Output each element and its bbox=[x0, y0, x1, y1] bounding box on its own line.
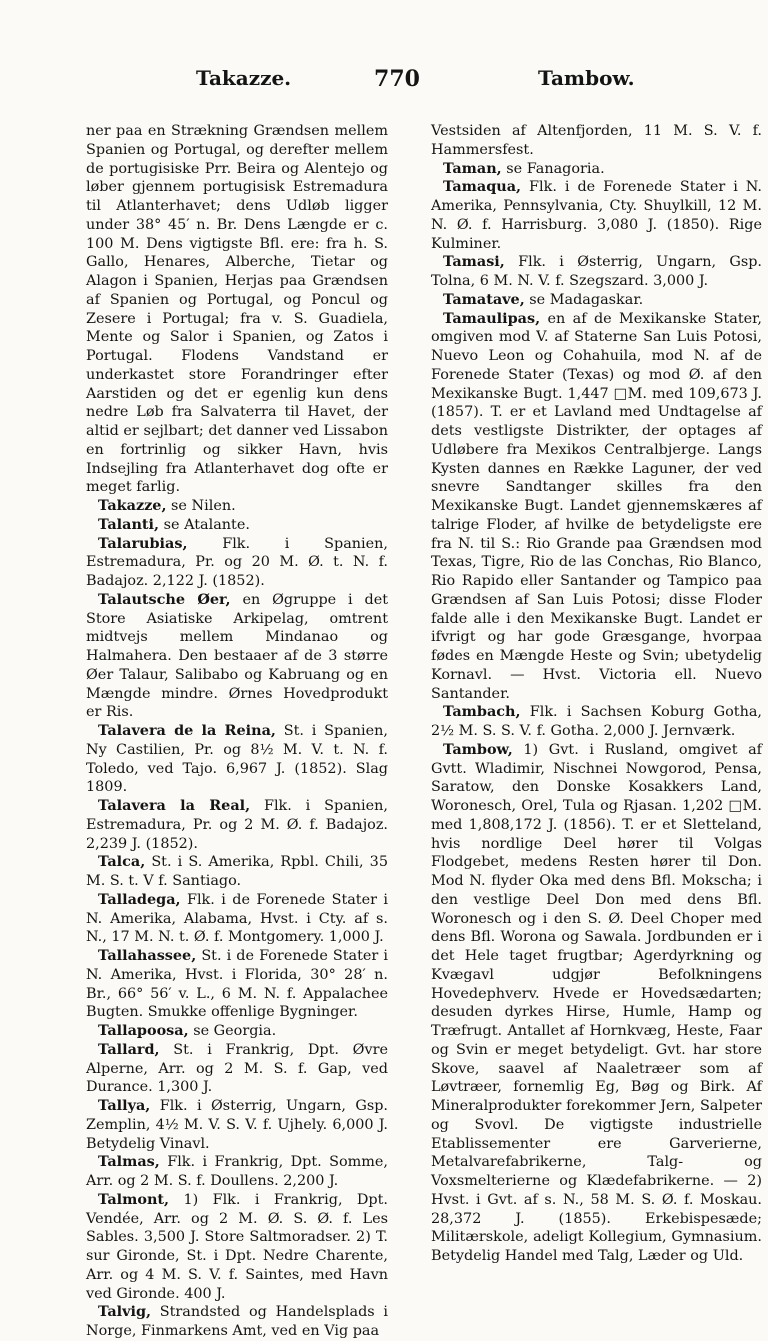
entry-headword: Tallard, bbox=[98, 1040, 160, 1058]
header-left-catchword: Takazze. bbox=[196, 66, 292, 90]
entry-text: se Fanagoria. bbox=[506, 160, 605, 177]
dictionary-entry bbox=[431, 741, 762, 1266]
dictionary-entry bbox=[86, 722, 388, 797]
dictionary-entry bbox=[86, 1041, 388, 1097]
entry-headword: Talvig, bbox=[98, 1303, 152, 1321]
dictionary-entry bbox=[431, 310, 762, 704]
entry-text: Flk. i Spanien, Estremadura, Pr. og 20 M. Ø. t. N. f. Badajoz. 2,122 J. (1852). bbox=[86, 535, 389, 589]
entry-text: Strandsted og Handelsplads i Norge, Finmarkens Amt, ved en Vig paa bbox=[86, 1304, 388, 1339]
entry-headword: Talmont, bbox=[98, 1190, 170, 1208]
entry-text: Flk. i de Forenede Stater i N. Amerika, Alabama, Hvst. i Cty. af s. N., 17 M. N. t. Ø. f. Montgomery. 1,000 J. bbox=[86, 891, 389, 946]
entry-headword: Tamaulipas, bbox=[443, 309, 541, 327]
dictionary-entry bbox=[431, 703, 762, 741]
entry-text: Vestsiden af Altenfjorden, 11 M. S. V. f. Hammersfest. bbox=[431, 123, 762, 158]
entry-headword: Tambach, bbox=[443, 703, 521, 721]
dictionary-entry bbox=[86, 1022, 388, 1041]
dictionary-entry bbox=[431, 178, 762, 253]
entry-text: 1) Flk. i Frankrig, Dpt. Vendée, Arr. og 2 M. Ø. S. Ø. f. Les Sables. 3,500 J. Store Saltmoradser. 2) T. sur Gironde, St. i Dpt. Nedre Charente, Arr. og 4 M. S. V. f. Saintes, med Havn ved Gironde. 400 J. bbox=[86, 1191, 388, 1302]
dictionary-entry bbox=[86, 497, 388, 516]
dictionary-entry bbox=[86, 591, 388, 722]
entry-headword: Tallapoosa, bbox=[98, 1022, 189, 1039]
entry-headword: Taman, bbox=[443, 159, 502, 177]
entry-text: en af de Mexikanske Stater, omgiven mod V. af Staterne San Luis Potosi, Nuevo Leon og Cohahuila, mod N. af de Forenede Stater (Texas) og mod Ø. af den Mexikanske Bugt. 1,447 □M. med 109,673 J. (1857). T. er et Lavland med Undtagelse af dets vestligste Distrikter, der optages af Udløbere fra Mexikos Centralbjerge. Langs Kysten dannes en Række Laguner, der ved snevre Sandtanger skilles fra den Mexikanske Bugt. Landet gjennemskæres af talrige Floder, af hvilke de betydeligste ere fra N. til S.: Rio Grande paa Grændsen mod Texas, Tigre, Rio de las Conchas, Rio Blanco, Rio Rapido eller Santander og Tampico paa Grændsen af San Luis Potosi; disse Floder falde alle i den Mexikanske Bugt. Landet er ifvrigt og har gode Græsgange, hvorpaa fødes en Mængde Heste og Svin; ubetydelig Kornavl. — Hvst. Victoria ell. Nuevo Santander. bbox=[431, 310, 762, 702]
entry-text: Flk. i de Forenede Stater i N. Amerika, Pennsylvania, Cty. Shuylkill, 12 M. N. Ø. f. Harrisburg. 3,080 J. (1850). Rige Kulminer. bbox=[431, 179, 762, 252]
left-column bbox=[86, 122, 389, 1339]
entry-text: St. i S. Amerika, Rpbl. Chili, 35 M. S. t. V f. Santiago. bbox=[86, 854, 388, 889]
entry-headword: Talanti, bbox=[98, 515, 160, 533]
dictionary-entry bbox=[86, 1153, 388, 1191]
header-right-catchword: Tambow. bbox=[538, 66, 635, 90]
dictionary-entry bbox=[86, 853, 388, 891]
entry-text: en Øgruppe i det Store Asiatiske Arkipelag, omtrent midtvejs mellem Mindanao og Halmahera. Den bestaaer af de 3 større Øer Talaur, Salibabo og Kabruang og en Mængde mindre. Ørnes Hovedprodukt er Ris. bbox=[86, 591, 388, 721]
entry-headword: Talladega, bbox=[98, 890, 181, 908]
page-number: 770 bbox=[374, 66, 420, 92]
page-header bbox=[0, 66, 768, 102]
entry-text: Flk. i Østerrig, Ungarn, Gsp. Zemplin, 4½ M. V. S. V. f. Ujhely. 6,000 J. Betydelig Vinavl. bbox=[86, 1098, 388, 1152]
entry-text: St. i Spanien, Ny Castilien, Pr. og 8½ M. V. t. N. f. Toledo, ved Tajo. 6,967 J. (1852). Slag 1809. bbox=[86, 723, 388, 796]
entry-headword: Tallya, bbox=[98, 1097, 151, 1114]
dictionary-entry bbox=[431, 160, 762, 179]
dictionary-entry bbox=[86, 947, 388, 1022]
dictionary-entry bbox=[86, 1303, 388, 1341]
dictionary-entry bbox=[86, 535, 388, 591]
entry-text: St. i Frankrig, Dpt. Øvre Alperne, Arr. og 2 M. S. f. Gap, ved Durance. 1,300 J. bbox=[86, 1041, 389, 1096]
entry-text: Flk. i Spanien, Estremadura, Pr. og 2 M. Ø. f. Badajoz. 2,239 J. (1852). bbox=[86, 798, 389, 852]
entry-headword: Talca, bbox=[98, 853, 146, 871]
entry-headword: Talavera la Real, bbox=[98, 797, 251, 814]
entry-headword: Tamatave, bbox=[443, 290, 525, 308]
entry-text: St. i de Forenede Stater i N. Amerika, Hvst. i Florida, 30° 28′ n. Br., 66° 56′ v. L., 6 M. N. f. Appalachee Bugten. Smukke offenlige Bygninger. bbox=[86, 948, 388, 1021]
dictionary-entry bbox=[431, 122, 762, 160]
entry-headword: Talautsche Øer, bbox=[98, 590, 231, 608]
entry-headword: Tamasi, bbox=[443, 253, 505, 271]
entry-text: Flk. i Frankrig, Dpt. Somme, Arr. og 2 M. S. f. Doullens. 2,200 J. bbox=[86, 1154, 388, 1189]
dictionary-entry bbox=[86, 891, 388, 947]
dictionary-entry bbox=[86, 1097, 388, 1153]
dictionary-entry bbox=[431, 291, 762, 310]
dictionary-entry bbox=[431, 253, 762, 291]
entry-headword: Takazze, bbox=[98, 497, 167, 514]
entry-text: Flk. i Sachsen Koburg Gotha, 2½ M. S. S. V. f. Gotha. 2,000 J. Jernværk. bbox=[431, 704, 762, 739]
entry-text: se Nilen. bbox=[171, 498, 236, 514]
entry-text: Flk. i Østerrig, Ungarn, Gsp. Tolna, 6 M. N. V. f. Szegszard. 3,000 J. bbox=[431, 254, 762, 289]
entry-text: se Atalante. bbox=[163, 516, 250, 533]
entry-text: se Georgia. bbox=[193, 1023, 277, 1039]
entry-headword: Talmas, bbox=[98, 1153, 160, 1171]
dictionary-entry bbox=[86, 516, 388, 535]
dictionary-entry bbox=[86, 1191, 388, 1304]
entry-headword: Talavera de la Reina, bbox=[98, 722, 276, 739]
entry-text: 1) Gvt. i Rusland, omgivet af Gvtt. Wladimir, Nischnei Nowgorod, Pensa, Saratow, den Donske Kosakkers Land, Woronesch, Orel, Tula og Rjasan. 1,202 □M. med 1,808,172 J. (1856). T. er et Sletteland, hvis nordlige Deel hører til Volgas Flodgebet, medens Resten hører til Don. Mod N. flyder Oka med dens Bfl. Mokscha; i den vestlige Deel Don med dens Bfl. Woronesch og i den S. Ø. Deel Choper med dens Bfl. Worona og Sawala. Jordbunden er i det Hele taget frugtbar; Agerdyrkning og Kvægavl udgjør Befolkningens Hovedерhverv. Hvede er Hovedsædarten; desuden dyrkes Hirse, Humle, Hamp og Træfrugt. Antallet af Hornkvæg, Heste, Faar og Svin er meget betydeligt. Gvt. har store Skove, saavel af Naaletræer som af Løvtræer, fornemlig Eg, Bøg og Birk. Af Mineralprodukter forekommer Jern, Salpeter og Svovl. De vigtigste industrielle Etablissementer ere Garverierne, Metalvarefabrikerne, Talg- og Voxsmelterierne og Klædefabrikerne. — 2) Hvst. i Gvt. af s. N., 58 M. S. Ø. f. Moskau. 28,372 J. (1855). Erkebispesæde; Militærskole, adeligt Kollegium, Gymnasium. Betydelig Handel med Talg, Læder og Uld. bbox=[431, 741, 762, 1264]
entry-text: se Madagaskar. bbox=[529, 291, 644, 308]
entry-headword: Tambow, bbox=[443, 740, 513, 758]
right-column bbox=[431, 122, 762, 1264]
entry-headword: Talarubias, bbox=[98, 534, 188, 552]
entry-text: ner paa en Strækning Grændsen mellem Spanien og Portugal, og derefter mellem de portugisiske Prr. Beira og Alentejo og løber gjennem portugisisk Estremadura til Atlanterhavet; dens Udløb ligger under 38° 45′ n. Br. Dens Længde er c. 100 M. Dens vigtigste Bfl. ere: fra h. S. Gallo, Henares, Alberche, Tietar og Alagon i Spanien, Herjas paa Grændsen af Spanien og Portugal, og Poncul og Zesere i Portugal; fra v. S. Guadiela, Mente og Salor i Spanien, og Zatos i Portugal. Flodens Vandstand er underkastet store Forandringer efter Aarstiden og det er egenlig kun dens nedre Løb fra Salvaterra til Havet, der altid er sejlbart; det danner ved Lissabon en fortrinlig og sikker Havn, hvis Indsejling fra Atlanterhavet dog ofte er meget farlig. bbox=[86, 123, 388, 496]
dictionary-entry bbox=[86, 797, 388, 853]
dictionary-entry bbox=[86, 122, 388, 497]
entry-headword: Tamaqua, bbox=[443, 178, 522, 196]
entry-headword: Tallahassee, bbox=[98, 947, 197, 964]
